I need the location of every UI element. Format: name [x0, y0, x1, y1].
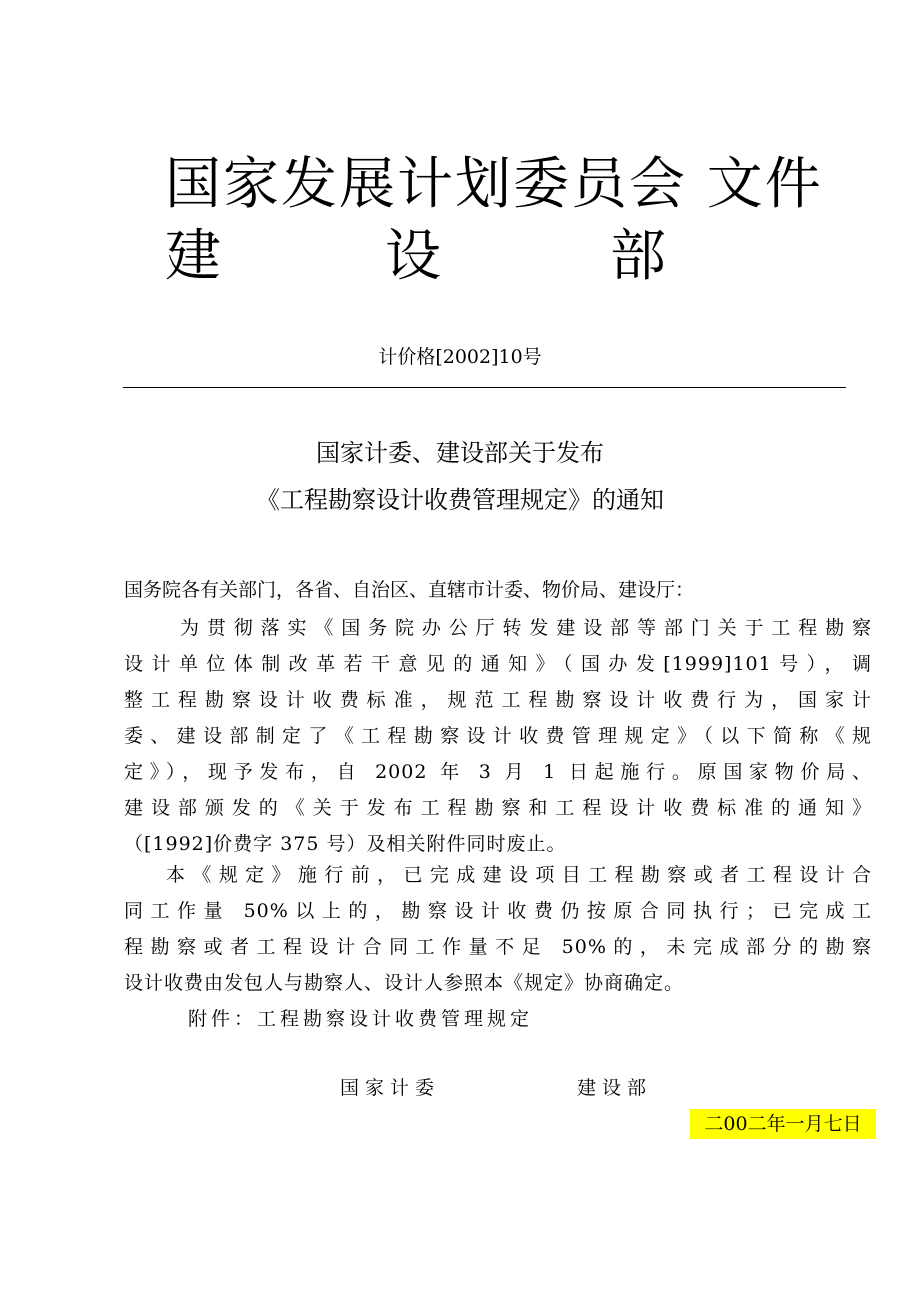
letterhead-line-1: 国家发展计划委员会 文件 [165, 152, 823, 217]
paragraph-line: 为贯彻落实《国务院办公厅转发建设部等部门关于工程勘察 [180, 617, 872, 639]
signature-moc: 建设部 [577, 1077, 653, 1099]
paragraph-1 [124, 610, 872, 862]
paragraph-line: 本《规定》施行前，已完成建设项目工程勘察或者工程设计合 [166, 864, 872, 886]
header-divider [123, 387, 846, 388]
paragraph-line: 同工作量 50%以上的，勘察设计收费仍按原合同执行；已完成工 [124, 900, 872, 922]
attachment-note: 附件：工程勘察设计收费管理规定 [188, 1008, 534, 1030]
paragraph-line: 定》），现予发布，自 2002 年 3 月 1 日起施行。原国家物价局、 [124, 761, 872, 783]
paragraph-line: 建设部颁发的《关于发布工程勘察和工程设计收费标准的通知》 [124, 797, 872, 819]
issue-date: 二00二年一月七日 [690, 1109, 876, 1139]
paragraph-line: 整工程勘察设计收费标准，规范工程勘察设计收费行为，国家计 [124, 689, 872, 711]
paragraph-line: 程勘察或者工程设计合同工作量不足 50%的，未完成部分的勘察 [124, 936, 872, 958]
addressee: 国务院各有关部门，各省、自治区、直辖市计委、物价局、建设厅： [124, 579, 695, 601]
paragraph-line: 设计单位体制改革若干意见的通知》（国办发[1999]101号），调 [124, 653, 872, 675]
letterhead-char-1: 建 [165, 224, 221, 289]
paragraph-line: （[1992]价费字 375 号）及相关附件同时废止。 [124, 833, 567, 855]
notice-title-line-1: 国家计委、建设部关于发布 [316, 439, 604, 467]
paragraph-line: 设计收费由发包人与勘察人、设计人参照本《规定》协商确定。 [124, 972, 685, 994]
paragraph-2 [124, 857, 872, 1001]
notice-title-line-2: 《工程勘察设计收费管理规定》的通知 [256, 486, 664, 514]
signature-sdpc: 国家计委 [340, 1077, 441, 1099]
paragraph-line: 委、建设部制定了《工程勘察设计收费管理规定》（以下简称《规 [124, 725, 872, 747]
letterhead-char-3: 部 [610, 224, 666, 289]
document-number: 计价格[2002]10号 [378, 346, 542, 368]
letterhead-char-2: 设 [385, 224, 441, 289]
